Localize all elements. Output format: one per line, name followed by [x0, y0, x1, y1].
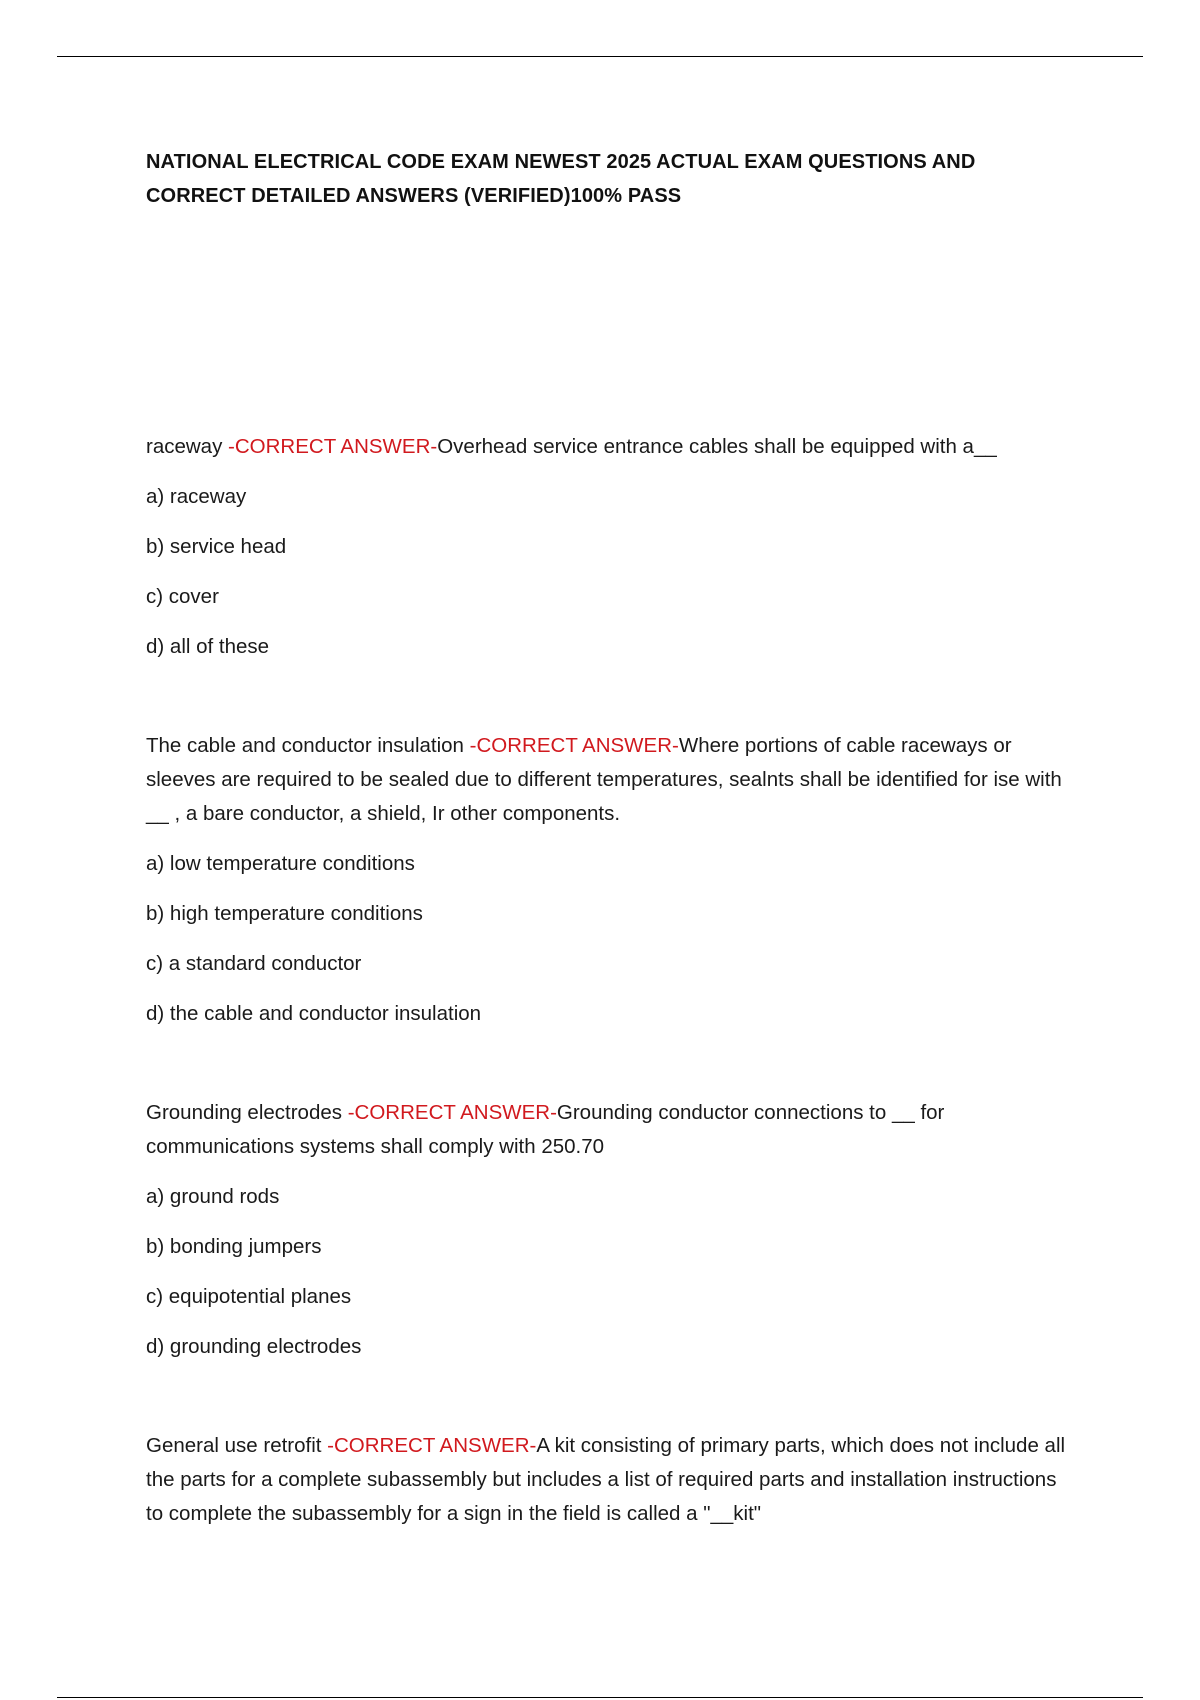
footer-rule — [57, 1697, 1143, 1698]
question-body: A kit consisting of primary parts, which does not include all the parts for a complete subassembly but includes a list of required parts and installation instructions to complete the subassembly for a sign in the field is called a "__kit" — [146, 1434, 1066, 1525]
option-b: b) service head — [146, 535, 287, 558]
answer-text: The cable and conductor insulation — [146, 734, 470, 757]
question-text — [146, 1096, 1076, 1164]
question-body: Where portions of cable raceways or sleeves are required to be sealed due to different temperatures, sealnts shall be identified for ise with __ , a bare conductor, a shield, Ir other components. — [146, 734, 1062, 825]
spacer — [146, 1031, 1076, 1096]
question-item-1 — [146, 430, 1076, 664]
option-b: b) bonding jumpers — [146, 1235, 322, 1258]
answer-text: Grounding electrodes — [146, 1101, 348, 1124]
question-text — [146, 1429, 1076, 1531]
correct-answer-tag: -CORRECT ANSWER- — [469, 734, 679, 757]
answer-text: General use retrofit — [146, 1434, 328, 1457]
question-text — [146, 729, 1076, 831]
title-line-1: NATIONAL ELECTRICAL CODE EXAM NEWEST 2025 ACTUAL EXAM QUESTIONS AND — [146, 151, 976, 173]
option-d: d) the cable and conductor insulation — [146, 1002, 482, 1025]
document-title — [146, 145, 1066, 213]
question-item-2 — [146, 729, 1076, 1031]
correct-answer-tag: -CORRECT ANSWER- — [347, 1101, 557, 1124]
option-a: a) ground rods — [146, 1185, 280, 1208]
correct-answer-tag: -CORRECT ANSWER- — [327, 1434, 537, 1457]
answer-text: raceway — [146, 435, 229, 458]
option-b: b) high temperature conditions — [146, 902, 423, 925]
option-d: d) all of these — [146, 635, 270, 658]
title-block — [146, 145, 1066, 213]
question-body: Overhead service entrance cables shall be equipped with a__ — [437, 435, 997, 458]
header-rule — [57, 56, 1143, 57]
question-item-4 — [146, 1429, 1076, 1531]
option-a: a) raceway — [146, 485, 247, 508]
correct-answer-tag: -CORRECT ANSWER- — [228, 435, 438, 458]
option-d: d) grounding electrodes — [146, 1335, 362, 1358]
spacer — [146, 664, 1076, 729]
option-c: c) a standard conductor — [146, 952, 362, 975]
question-text — [146, 430, 1076, 464]
question-body: Grounding conductor connections to __ for communications systems shall comply with 250.70 — [146, 1101, 945, 1158]
option-c: c) equipotential planes — [146, 1285, 352, 1308]
option-a: a) low temperature conditions — [146, 852, 415, 875]
spacer — [146, 1364, 1076, 1429]
option-c: c) cover — [146, 585, 219, 608]
title-line-2: CORRECT DETAILED ANSWERS (VERIFIED)100% PASS — [146, 185, 682, 207]
question-list — [146, 430, 1076, 1531]
question-item-3 — [146, 1096, 1076, 1364]
